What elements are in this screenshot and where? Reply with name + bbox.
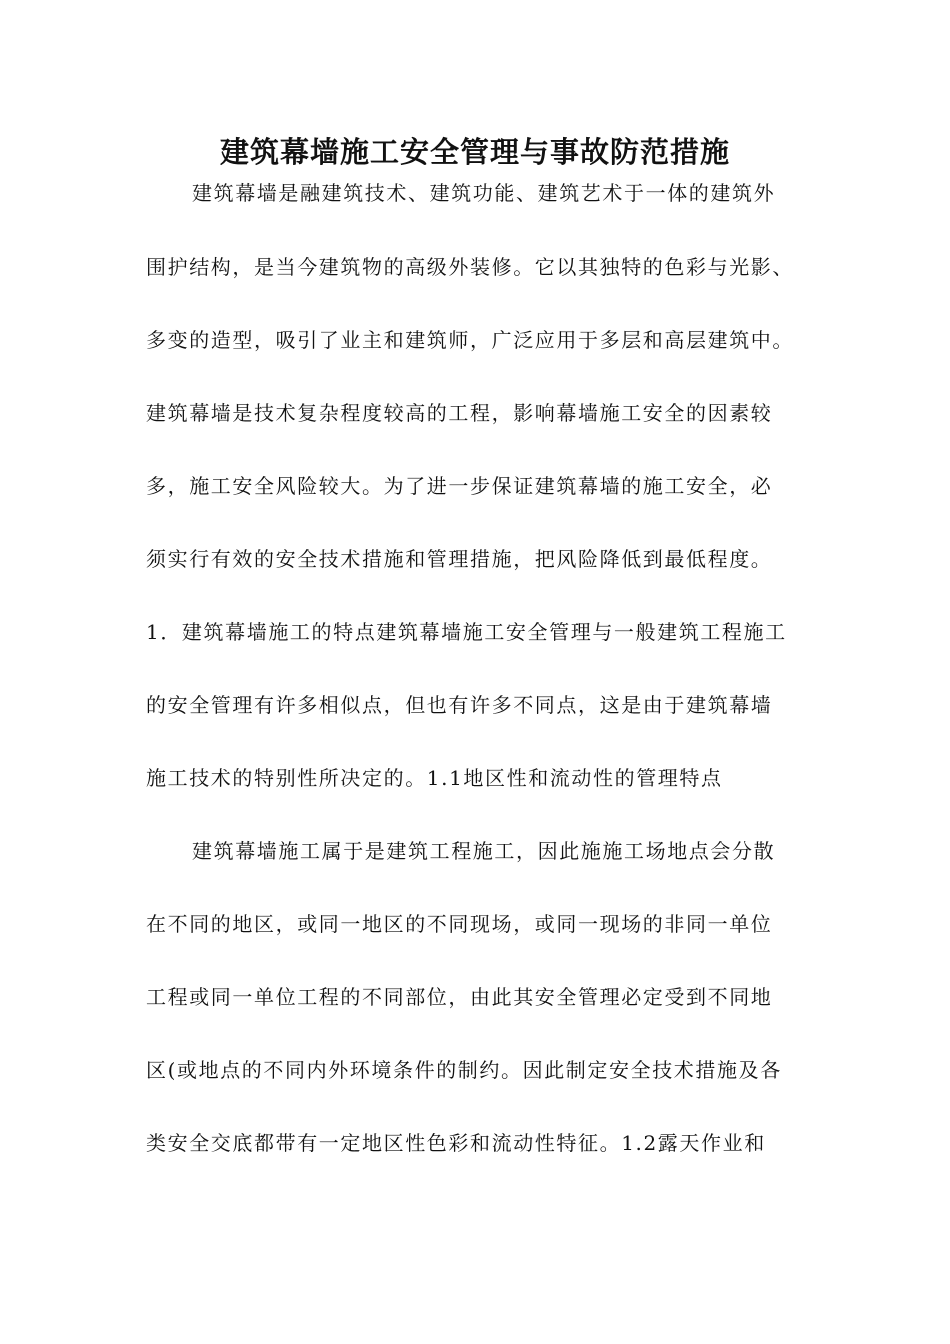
paragraph-line: 建筑幕墙是技术复杂程度较高的工程，影响幕墙施工安全的因素较 bbox=[146, 401, 773, 425]
paragraph-line: 在不同的地区，或同一地区的不同现场，或同一现场的非同一单位 bbox=[146, 912, 773, 936]
document-title: 建筑幕墙施工安全管理与事故防范措施 bbox=[219, 135, 730, 169]
paragraph-line: 施工技术的特别性所决定的。1.1地区性和流动性的管理特点 bbox=[146, 766, 723, 790]
paragraph-line: 的安全管理有许多相似点，但也有许多不同点，这是由于建筑幕墙 bbox=[146, 693, 773, 717]
paragraph-line: 工程或同一单位工程的不同部位，由此其安全管理必定受到不同地 bbox=[146, 985, 773, 1009]
paragraph-line: 多变的造型，吸引了业主和建筑师，广泛应用于多层和高层建筑中。 bbox=[146, 328, 794, 352]
paragraph-line: 类安全交底都带有一定地区性色彩和流动性特征。1.2露天作业和 bbox=[146, 1131, 766, 1155]
paragraph-line: 建筑幕墙施工属于是建筑工程施工，因此施施工场地点会分散 bbox=[192, 839, 776, 863]
paragraph-line: 围护结构，是当今建筑物的高级外装修。它以其独特的色彩与光影、 bbox=[146, 255, 794, 279]
paragraph-line: 须实行有效的安全技术措施和管理措施，把风险降低到最低程度。 bbox=[146, 547, 773, 571]
paragraph-line: 建筑幕墙是融建筑技术、建筑功能、建筑艺术于一体的建筑外 bbox=[192, 181, 776, 205]
paragraph-line: 多，施工安全风险较大。为了进一步保证建筑幕墙的施工安全，必 bbox=[146, 474, 773, 498]
paragraph-line: 区(或地点的不同内外环境条件的制约。因此制定安全技术措施及各 bbox=[146, 1058, 782, 1082]
paragraph-line: 1．建筑幕墙施工的特点建筑幕墙施工安全管理与一般建筑工程施工 bbox=[146, 620, 787, 644]
